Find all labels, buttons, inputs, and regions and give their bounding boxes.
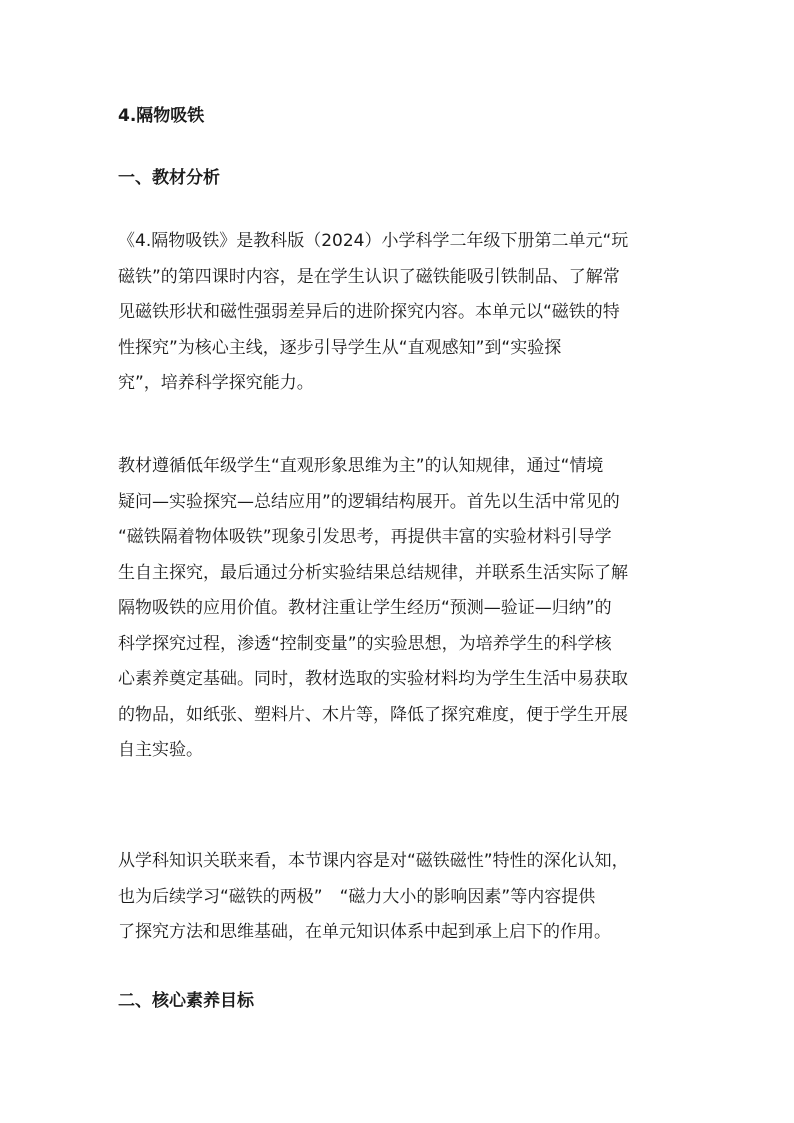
paragraph-line: 自主实验。: [118, 740, 203, 760]
paragraph-line: 《4.隔物吸铁》是教科版（2024）小学科学二年级下册第二单元“玩: [118, 231, 629, 251]
paragraph-unit-intro: [118, 224, 678, 402]
paragraph-line: 疑问—实验探究—总结应用”的逻辑结构展开。首先以生活中常见的: [118, 491, 620, 512]
paragraph-line: 性探究”为核心主线，逐步引导学生从“直观感知”到“实验探: [118, 337, 562, 358]
paragraph-line: 教材遵循低年级学生“直观形象思维为主”的认知规律，通过“情境: [118, 456, 604, 476]
paragraph-line: 了探究方法和思维基础，在单元知识体系中起到承上启下的作用。: [118, 922, 611, 942]
paragraph-line: 见磁铁形状和磁性强弱差异后的进阶探究内容。本单元以“磁铁的特: [118, 302, 620, 322]
paragraph-line: 科学探究过程，渗透“控制变量”的实验思想，为培养学生的科学核: [118, 633, 612, 654]
paragraph-line: 生自主探究，最后通过分析实验结果总结规律，并联系生活实际了解: [118, 562, 628, 583]
paragraph-line: 也为后续学习“磁铁的两极” “磁力大小的影响因素”等内容提供: [118, 886, 596, 907]
section-heading-core-literacy-goals: 二、核心素养目标: [118, 991, 254, 1011]
paragraph-line: 心素养奠定基础。同时，教材选取的实验材料均为学生生活中易获取: [118, 669, 628, 689]
paragraph-line: “磁铁隔着物体吸铁”现象引发思考，再提供丰富的实验材料引导学: [118, 527, 612, 547]
paragraph-knowledge-connection: [118, 844, 678, 951]
paragraph-line: 磁铁”的第四课时内容，是在学生认识了磁铁能吸引铁制品、了解常: [118, 266, 620, 287]
paragraph-line: 的物品，如纸张、塑料片、木片等，降低了探究难度，便于学生开展: [118, 704, 628, 725]
paragraph-teaching-structure: [118, 449, 678, 769]
document-title: 4.隔物吸铁: [118, 106, 205, 126]
paragraph-line: 隔物吸铁的应用价值。教材注重让学生经历“预测—验证—归纳”的: [118, 598, 612, 618]
paragraph-line: 究”，培养科学探究能力。: [118, 373, 314, 393]
paragraph-line: 从学科知识关联来看，本节课内容是对“磁铁磁性”特性的深化认知，: [118, 851, 629, 871]
section-heading-textbook-analysis: 一、教材分析: [118, 168, 220, 188]
